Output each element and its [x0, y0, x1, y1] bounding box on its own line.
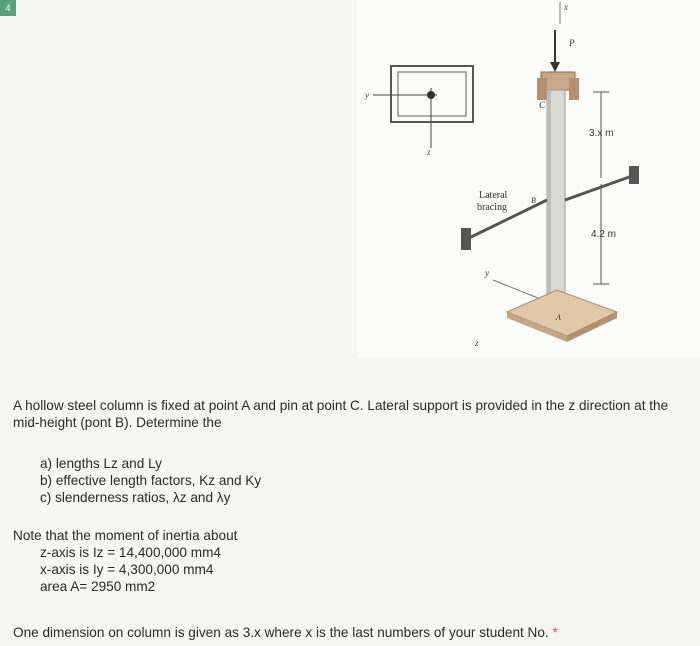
question-intro: A hollow steel column is fixed at point A and pin at point C. Lateral support is provided in the z direction at the mid-height (pont B). Determine the — [13, 398, 669, 430]
point-b-label: B — [531, 196, 536, 205]
column-figure — [357, 0, 700, 358]
bracing-right — [565, 176, 632, 200]
dim-upper-label: 3.x m — [589, 128, 614, 139]
note-list — [40, 544, 221, 595]
part-b: b) effective length factors, Kz and Ky — [40, 473, 262, 488]
load-arrow-head — [550, 62, 560, 72]
bracing-left-anchor — [461, 228, 471, 250]
section-centroid — [427, 91, 435, 99]
base-z-label: z — [475, 338, 479, 348]
note-iy: x-axis is Iy = 4,300,000 mm4 — [40, 562, 214, 577]
column-diagram — [357, 0, 700, 358]
note-iz: z-axis is Iz = 14,400,000 mm4 — [40, 545, 221, 560]
question-parts — [40, 455, 261, 506]
note-area: area A= 2950 mm2 — [40, 579, 156, 594]
point-a-label: A — [556, 313, 561, 322]
final-instruction — [13, 624, 700, 641]
point-c-label: C — [539, 100, 546, 110]
base-plate-top — [507, 290, 617, 336]
column-shade — [547, 90, 551, 308]
note-heading: Note that the moment of inertia about — [13, 528, 238, 543]
section-z-label: z — [427, 147, 431, 157]
part-c: c) slenderness ratios, λz and λy — [40, 490, 231, 505]
final-text: One dimension on column is given as 3.x where x is the last numbers of your student No. — [13, 625, 549, 640]
question-number-badge: 4 — [0, 0, 16, 16]
part-a: a) lengths Lz and Ly — [40, 456, 162, 471]
base-y-label: y — [485, 268, 489, 278]
top-pin-left — [537, 78, 547, 100]
top-pin-right — [569, 78, 579, 100]
lateral-label-2: bracing — [477, 202, 507, 213]
load-label: P — [569, 38, 575, 48]
x-axis-label: x — [564, 2, 568, 12]
required-asterisk: * — [552, 625, 558, 640]
section-y-label: y — [365, 90, 369, 100]
bracing-right-anchor — [629, 166, 639, 184]
lateral-label-1: Lateral — [479, 190, 508, 201]
dim-lower-label: 4.2 m — [591, 229, 617, 240]
